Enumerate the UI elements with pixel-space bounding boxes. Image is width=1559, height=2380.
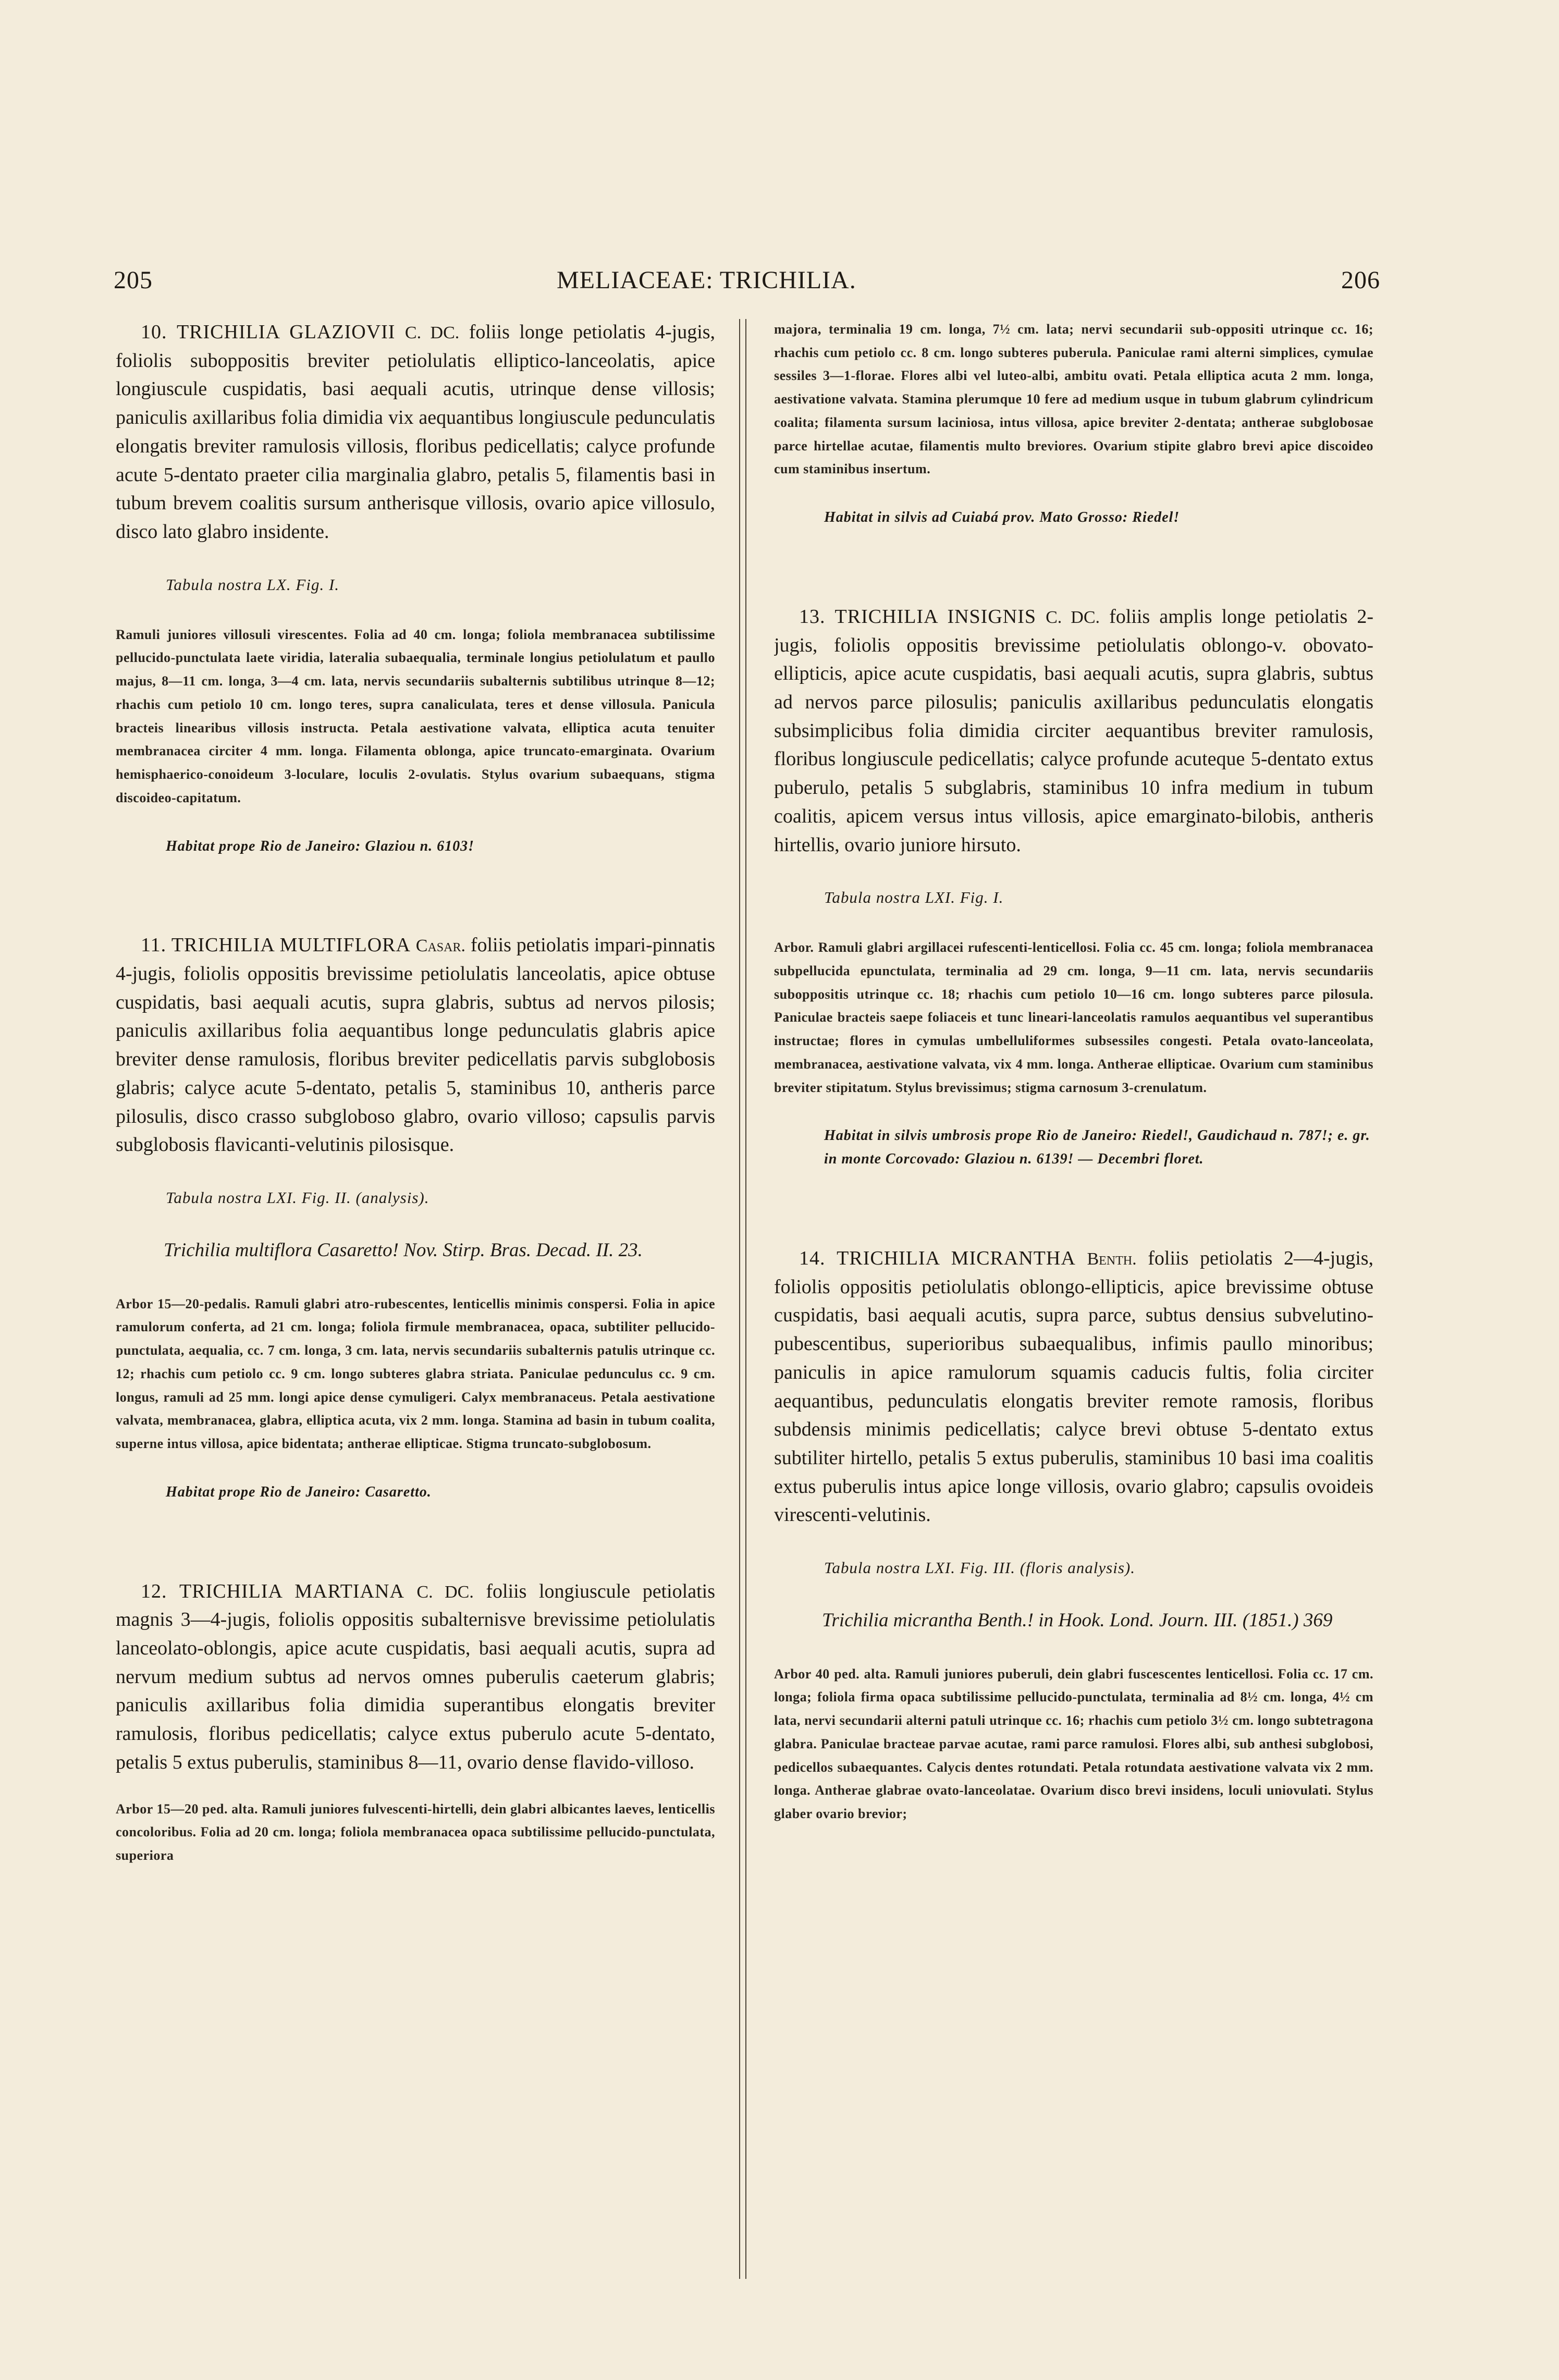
literature-citation: Trichilia multiflora Casaretto! Nov. Stirp. Bras. Decad. II. 23. (164, 1240, 643, 1261)
habitat-note: Habitat prope Rio de Janeiro: Glaziou n. 6103! (166, 838, 475, 854)
right-column (774, 318, 1373, 2340)
species-author: C. DC. (416, 1582, 474, 1602)
plate-reference: Tabula nostra LX. Fig. I. (166, 575, 340, 594)
species-diagnosis: foliis longiuscule petiolatis magnis 3—4-jugis, foliolis oppositis subalternisve brevissime petiolulatis lanceolato-oblongis, apice acute cuspidatis, basi aequali acutis, supra ad nervum medium subtus ad nervos omnes puberulis caeterum glabris; paniculis axillaribus folia dimidia superantibus elongatis breviter ramulosis, floribus pedicellatis; calyce extus puberulo acute 5-dentato, petalis 5 extus puberulis, staminibus 8—11, ovario dense flavido-villoso. (116, 1580, 715, 1773)
species-description: Arbor 40 ped. alta. Ramuli juniores puberuli, dein glabri fuscescentes lenticellosi. Folia cc. 17 cm. longa; foliola firma opaca subtilissime pellucido-punctulata, terminalia ad 8½ cm. longa, 4½ cm lata, nervi secundarii alterni patuli utrinque cc. 16; rhachis cum petiolo 3½ cm. longo subtetragona glabra. Paniculae bracteae parvae acutae, rami parce ramulosi. Flores albi, sub anthesi subglobosi, pedicellos subaequantes. Calycis dentes rotundati. Petala rotundata aestivatione valvata vix 2 mm. longa. Antherae glabrae ovato-lanceolatae. Ovarium disco brevi insidens, loculi uniovulati. Stylus glaber ovario brevior; (774, 1666, 1373, 1822)
species-description: Arbor 15—20 ped. alta. Ramuli juniores fulvescenti-hirtelli, dein glabri albicantes laeves, lenticellis concoloribus. Folia ad 20 cm. longa; foliola membranacea opaca subtilissime pellucido-punctulata, superiora (116, 1801, 715, 1863)
habitat-note: Habitat prope Rio de Janeiro: Casaretto. (166, 1483, 432, 1500)
running-header (114, 266, 1380, 302)
species-diagnosis: foliis longe petiolatis 4-jugis, foliolis suboppositis breviter petiolulatis elliptico-lanceolatis, apice longiuscule cuspidatis, basi aequali acutis, utrinque dense villosis; paniculis axillaribus folia dimidia vix aequantibus longiuscule pedunculatis elongatis breviter ramulosis villosis, floribus pedicellatis; calyce profunde acute 5-dentato praeter cilia marginalia glabro, petalis 5, filamentis basi in tubum brevem coalitis sursum antherisque villosis, ovario apice villosulo, disco lato glabro insidente. (116, 321, 715, 543)
page-number-left: 205 (114, 266, 153, 294)
column-divider (739, 319, 746, 2279)
habitat-note: Habitat in silvis ad Cuiabá prov. Mato Grosso: Riedel! (824, 509, 1180, 526)
species-number: 12. (141, 1580, 167, 1602)
habitat-note: Habitat in silvis umbrosis prope Rio de Janeiro: Riedel!, Gaudichaud n. 787!; e. gr. in monte Corcovado: Glaziou n. 6139! — Decembri floret. (824, 1127, 1370, 1168)
species-name: TRICHILIA MULTIFLORA (171, 934, 411, 956)
species-number: 10. (141, 321, 167, 343)
species-description: Ramuli juniores villosuli virescentes. Folia ad 40 cm. longa; foliola membranacea subtilissime pellucido-punctulata laete viridia, lateralia subaequalia, terminale longius petiolulatum et paullo majus, 8—11 cm. longa, 3—4 cm. lata, nervis secundariis subalternis subtilibus utrinque 8—12; rhachis cum petiolo 10 cm. longo teres, supra canaliculata, teres et dense villosula. Panicula bracteis linearibus villosis instructa. Petala aestivatione valvata, elliptica acuta tenuiter membranacea circiter 4 mm. longa. Filamenta oblonga, apice truncato-emarginata. Ovarium hemisphaerico-conoideum 3-loculare, loculis 2-ovulatis. Stylus ovarium subaequans, stigma discoideo-capitatum. (116, 627, 715, 805)
species-author: C. DC. (404, 323, 460, 342)
species-diagnosis: foliis amplis longe petiolatis 2-jugis, foliolis oppositis brevissime petiolulatis oblongo-v. obovato-ellipticis, apice acute cuspidatis, basi aequali acutis, supra glabris, subtus ad nervos parce pilosulis; paniculis axillaribus pedunculatis elongatis subsimplicibus folia dimidia circiter aequantibus breviter ramulosis, floribus longiuscule pedicellatis; calyce profunde acuteque 5-dentato extus puberulo, petalis 5 subglabris, staminibus 10 infra medium in tubum coalitis, apicem versus intus villosis, apice emarginato-bilobis, antheris hirtellis, ovario juniore hirsuto. (774, 605, 1373, 856)
species-description: Arbor. Ramuli glabri argillacei rufescenti-lenticellosi. Folia cc. 45 cm. longa; foliola membranacea subpellucida epunctulata, terminalia ad 29 cm. longa, 9—11 cm. lata, nervis secundariis suboppositis utrinque cc. 18; rhachis cum petiolo 10—16 cm. longo subteres parce pilosula. Paniculae bracteis saepe foliaceis et tunc lineari-lanceolatis ramulos aequantibus vel superantibus instructae; flores in cymulas umbelluliformes subsessiles congesti. Petala ovato-lanceolata, membranacea, aestivatione valvata, vix 4 mm. longa. Antherae ellipticae. Ovarium cum staminibus breviter stipitatum. Stylus brevissimus; stigma carnosum 3-crenulatum. (774, 940, 1373, 1095)
page-number-right: 206 (1341, 266, 1380, 294)
plate-reference: Tabula nostra LXI. Fig. II. (analysis). (166, 1188, 429, 1207)
plate-reference: Tabula nostra LXI. Fig. III. (floris analysis). (824, 1559, 1135, 1577)
species-name: TRICHILIA GLAZIOVII (176, 321, 396, 343)
species-number: 13. (799, 605, 826, 628)
species-diagnosis: foliis petiolatis impari-pinnatis 4-jugis, foliolis oppositis brevissime petiolulatis lanceolatis, apice obtuse cuspidatis, basi aequali acutis, supra glabris, subtus ad nervos pilosis; paniculis axillaribus folia aequantibus longe pedunculatis glabris apice breviter dense ramulosis, floribus breviter pedicellatis parvis subglobosis glabris; calyce acute 5-dentato, petalis 5, staminibus 10, antheris parce pilosulis, disco crasso subgloboso glabro, ovario villoso; capsulis parvis subglobosis flavicanti-velutinis pilosisque. (116, 934, 715, 1156)
species-name: TRICHILIA MICRANTHA (837, 1247, 1076, 1269)
species-number: 11. (141, 934, 167, 956)
species-diagnosis: foliis petiolatis 2—4-jugis, foliolis oppositis petiolulatis oblongo-ellipticis, apice brevissime obtuse cuspidatis, basi aequali acutis, supra parce, subtus densius subvelutino-pubescentibus, superioribus subaequalibus, infimis paullo minoribus; paniculis in apice ramulorum squamis caducis fultis, folia circiter aequantibus, pedunculatis elongatis breviter remote ramosis, floribus subdensis minimis pedicellatis; calyce brevi obtuse 5-dentato extus subtiliter hirtello, petalis 5 extus puberulis, staminibus 10 basi ima coalitis extus puberulis intus apice longe villosis, ovario glabro; capsulis ovoideis virescenti-velutinis. (774, 1247, 1373, 1526)
species-name: TRICHILIA INSIGNIS (834, 605, 1037, 628)
species-entry-14 (774, 1244, 1373, 1529)
species-entry-13 (774, 603, 1373, 859)
plate-reference: Tabula nostra LXI. Fig. I. (824, 888, 1004, 907)
species-entry-10 (116, 318, 715, 546)
species-author: Casar. (415, 936, 465, 956)
species-description: Arbor 15—20-pedalis. Ramuli glabri atro-rubescentes, lenticellis minimis conspersi. Folia in apice ramulorum conferta, ad 21 cm. longa; foliola firmule membranacea, opaca, subtiliter pellucido-punctulata, aequalia, cc. 7 cm. longa, 3 cm. lata, nervis secundariis subalternis patulis utrinque cc. 12; rhachis cum petiolo cc. 9 cm. longo subteres glabra striata. Paniculae pedunculus cc. 9 cm. longus, ramuli ad 25 mm. longi apice dense cymuligeri. Calyx membranaceus. Petala aestivatione valvata, membranacea, glabra, elliptica acuta, vix 2 mm. longa. Stamina ad basin in tubum coalita, superne intus villosa, apice bidentata; antherae ellipticae. Stigma truncato-subglobosum. (116, 1296, 715, 1451)
species-entry-11 (116, 931, 715, 1159)
continued-description: majora, terminalia 19 cm. longa, 7½ cm. lata; nervi secundarii sub-oppositi utrinque cc. 16; rhachis cum petiolo cc. 8 cm. longo subteres puberula. Paniculae rami alterni simplices, cymulae sessiles 3—1-florae. Flores albi vel luteo-albi, ambitu ovati. Petala elliptica acuta 2 mm. longa, aestivatione valvata. Stamina plerumque 10 fere ad medium usque in tubum glabrum cylindricum coalita; filamenta sursum laciniosa, intus villosa, apice breviter 2-dentata; antherae subglobosae parce hirtellae acutae, filamentis multo breviores. Ovarium stipite glabro brevi apice discoideo cum staminibus insertum. (774, 322, 1373, 477)
species-entry-12 (116, 1577, 715, 1777)
running-title: MELIACEAE: TRICHILIA. (557, 266, 856, 294)
species-author: Benth. (1087, 1249, 1137, 1269)
species-name: TRICHILIA MARTIANA (179, 1580, 404, 1602)
species-author: C. DC. (1046, 607, 1100, 627)
species-number: 14. (799, 1247, 826, 1269)
left-column (116, 318, 715, 2340)
literature-citation: Trichilia micrantha Benth.! in Hook. Lond. Journ. III. (1851.) 369 (822, 1610, 1333, 1631)
